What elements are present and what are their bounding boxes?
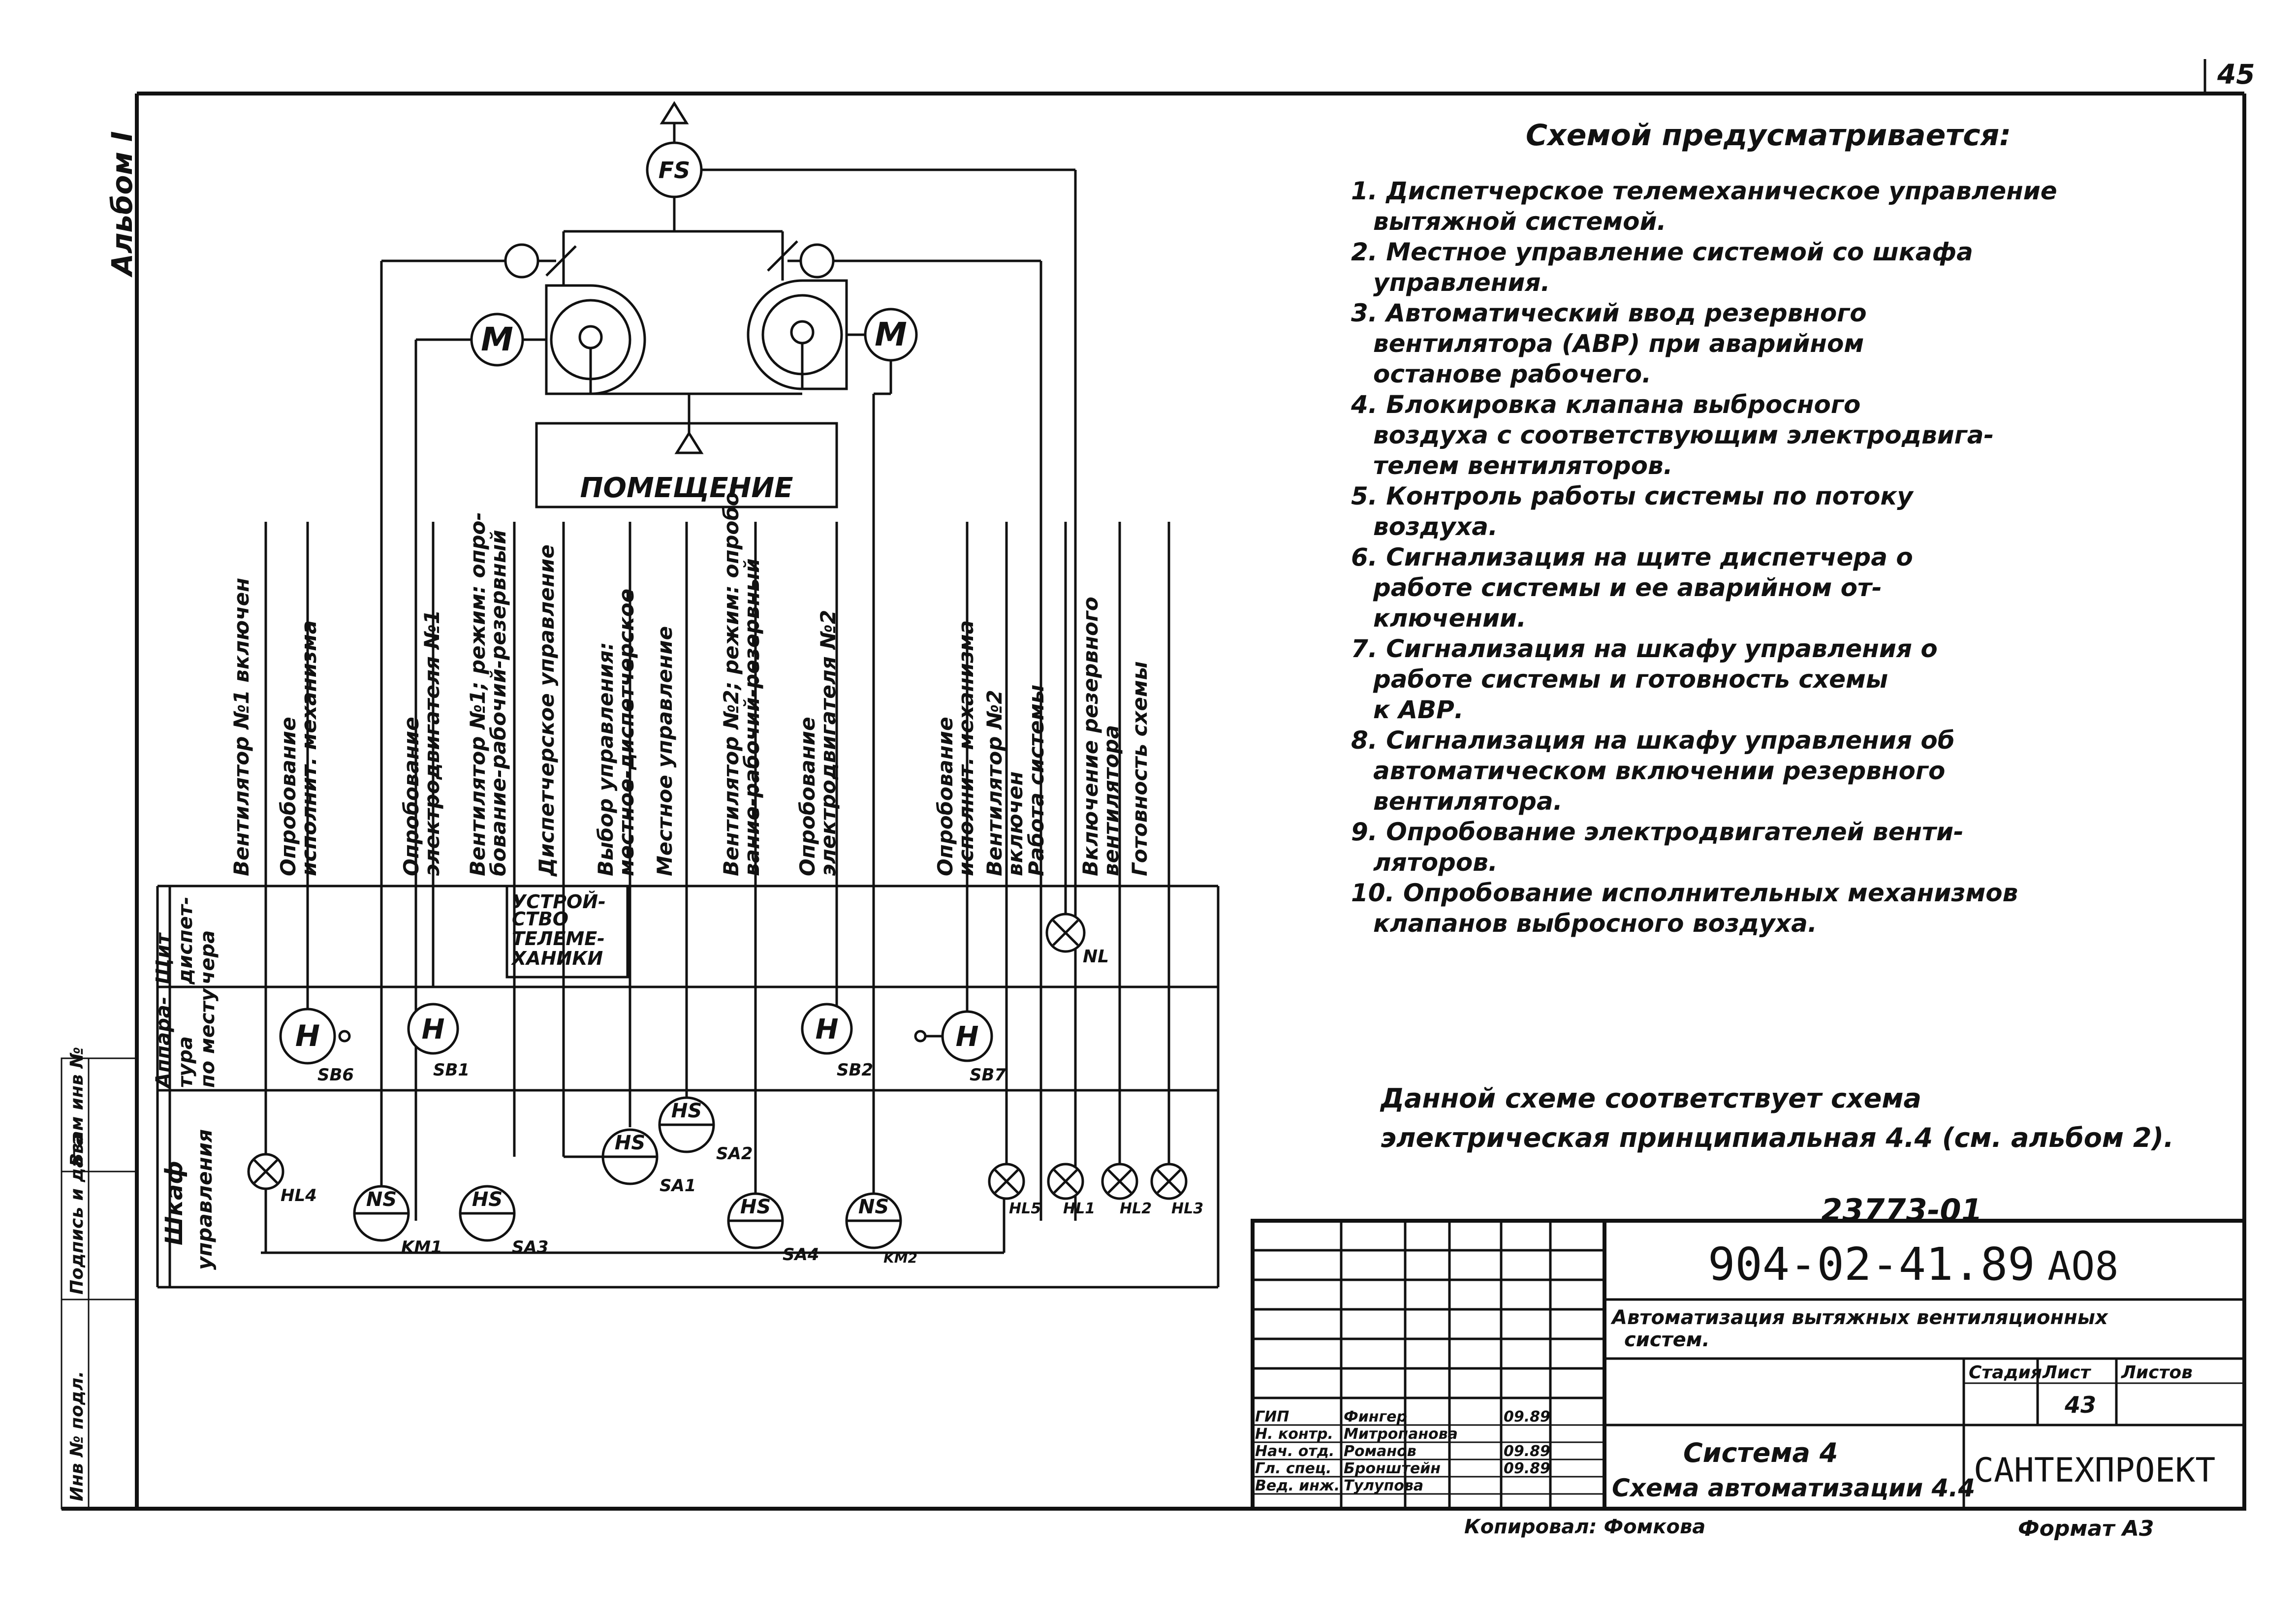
column-text-4-1: Вентилятор №1; режим: опро- <box>466 512 490 876</box>
local-pushbuttons <box>281 1004 1006 1085</box>
motor-right-label: M <box>875 316 907 353</box>
column-text-2-2: исполнит. механизма <box>297 620 321 876</box>
row-cabinet-2: управления <box>192 1129 217 1270</box>
drawing-title-2: Схема автоматизации 4.4 <box>1612 1474 1976 1502</box>
column-text-2-1: Опробование <box>276 717 300 876</box>
column-text-14-1: Готовность схемы <box>1128 661 1152 876</box>
column-text-3-1: Опробование <box>399 717 423 876</box>
note-2-line-2: управления. <box>1373 268 1550 297</box>
column-text-11-2: включен <box>1003 771 1027 876</box>
signer-role-2: Н. контр. <box>1255 1426 1333 1443</box>
stamp-inv-original: Инв № подл. <box>67 1371 87 1501</box>
left-stamp-column <box>62 1047 137 1509</box>
note-2-line-1: 2. Местное управление системой со шкафа <box>1351 238 1973 266</box>
column-text-9-1: Опробование <box>795 717 819 876</box>
row-local-3: по месту <box>196 988 219 1088</box>
sheet-number: 43 <box>2065 1392 2097 1418</box>
signer-date-1: 09.89 <box>1504 1408 1550 1426</box>
damper-actuator-left <box>505 245 538 277</box>
col-sheets: Листов <box>2121 1363 2193 1383</box>
column-text-8-1: Вентилятор №2; режим: опробо- <box>719 483 743 876</box>
row-dispatch-3: чера <box>196 930 219 984</box>
note-8-line-1: 8. Сигнализация на шкафу управления об <box>1351 726 1955 755</box>
telemech-1: УСТРОЙ- <box>512 891 606 913</box>
svg-text:SB6: SB6 <box>317 1065 354 1085</box>
row-cabinet-1: Шкаф <box>160 1161 188 1245</box>
project-title-1: Автоматизация вытяжных вентиляционных <box>1612 1306 2108 1329</box>
note-5-line-1: 5. Контроль работы системы по потоку <box>1351 482 1913 510</box>
row-local-1: Аппара- <box>152 996 175 1088</box>
column-text-4-2: бование-рабочий-резервный <box>486 530 510 876</box>
svg-text:HL5: HL5 <box>1009 1200 1041 1217</box>
svg-text:NS: NS <box>366 1188 397 1211</box>
signer-date-3: 09.89 <box>1504 1443 1550 1460</box>
page-number: 45 <box>2217 59 2255 90</box>
signer-name-1: Фингер <box>1344 1408 1407 1426</box>
room-label: ПОМЕЩЕНИЕ <box>580 472 793 504</box>
signer-role-1: ГИП <box>1255 1408 1290 1426</box>
note-7-line-2: работе системы и готовность схемы <box>1373 665 1888 694</box>
column-text-6-2: местное-диспетчерское <box>614 588 638 876</box>
note-8-line-2: автоматическом включении резервного <box>1373 757 1946 785</box>
telemech-4: ХАНИКИ <box>512 948 603 969</box>
note-3-line-2: вентилятора (АВР) при аварийном <box>1373 329 1864 358</box>
svg-text:SB7: SB7 <box>970 1065 1006 1085</box>
svg-text:HS: HS <box>740 1196 771 1218</box>
signer-name-4: Бронштейн <box>1344 1460 1441 1477</box>
note-8-line-3: вентилятора. <box>1373 787 1563 816</box>
stamp-signature-date: Подпись и дата <box>67 1134 87 1295</box>
album-label: Альбом I <box>105 131 139 276</box>
note-9-line-1: 9. Опробование электродвигателей венти- <box>1351 818 1964 846</box>
note-5-line-2: воздуха. <box>1373 512 1498 541</box>
note-6-line-2: работе системы и ее аварийном от- <box>1373 573 1882 602</box>
note-1-line-2: вытяжной системой. <box>1373 207 1667 236</box>
damper-actuator-right <box>801 245 833 277</box>
note-3-line-1: 3. Автоматический ввод резервного <box>1351 299 1867 327</box>
signer-date-4: 09.89 <box>1504 1460 1550 1477</box>
svg-text:HS: HS <box>671 1100 702 1122</box>
column-text-6-1: Выбор управления: <box>594 642 618 876</box>
svg-text:HS: HS <box>472 1188 503 1211</box>
note-4-line-1: 4. Блокировка клапана выбросного <box>1351 390 1861 419</box>
note-7-line-3: к АВР. <box>1373 696 1464 724</box>
note-6-line-3: ключении. <box>1373 604 1527 633</box>
signer-role-5: Вед. инж. <box>1255 1477 1340 1494</box>
svg-text:H: H <box>815 1014 839 1046</box>
svg-text:HL4: HL4 <box>281 1186 317 1205</box>
copied-by: Копировал: Фомкова <box>1464 1516 1706 1538</box>
svg-text:HL2: HL2 <box>1120 1200 1152 1217</box>
signer-name-3: Романов <box>1344 1443 1416 1460</box>
lamp-hl2 <box>1102 1164 1152 1217</box>
column-text-10-2: исполнит. механизма <box>954 620 978 876</box>
svg-text:HL3: HL3 <box>1171 1200 1204 1217</box>
note-9-line-2: ляторов. <box>1373 848 1498 877</box>
note-3-line-3: останове рабочего. <box>1373 360 1652 388</box>
svg-text:HL1: HL1 <box>1063 1200 1096 1217</box>
note-10-line-2: клапанов выбросного воздуха. <box>1373 909 1817 938</box>
lamp-hl1 <box>1048 1164 1095 1217</box>
col-stage: Стадия <box>1969 1363 2042 1383</box>
svg-text:H: H <box>421 1014 445 1046</box>
org-name: САНТЕХПРОЕКТ <box>1974 1451 2216 1490</box>
row-dispatch-2: диспет- <box>174 896 197 984</box>
note-7-line-1: 7. Сигнализация на шкафу управления о <box>1351 634 1938 663</box>
col-sheet: Лист <box>2043 1363 2091 1383</box>
telemech-3: ТЕЛЕМЕ- <box>512 928 605 950</box>
svg-text:SA4: SA4 <box>783 1245 819 1265</box>
note-10-line-1: 10. Опробование исполнительных механизмов <box>1351 879 2018 907</box>
row-dispatch-1: Щит <box>152 933 175 984</box>
svg-text:SB2: SB2 <box>837 1060 874 1080</box>
notes-title: Схемой предусматривается: <box>1526 118 2012 153</box>
row-local-2: тура <box>174 1036 197 1088</box>
notes-block <box>1351 118 2174 1153</box>
svg-text:SA2: SA2 <box>716 1144 753 1164</box>
note-4-line-3: телем вентиляторов. <box>1373 451 1673 480</box>
sheet-code: АО8 <box>2047 1243 2119 1289</box>
lamp-hl4 <box>249 1154 317 1205</box>
lamp-nl <box>1047 914 1109 967</box>
column-text-11-1: Вентилятор №2 <box>982 690 1006 876</box>
exhaust-outlet-icon <box>662 103 687 123</box>
row-labels <box>152 896 219 1270</box>
svg-text:SB1: SB1 <box>433 1060 470 1080</box>
column-text-1-1: Вентилятор №1 включен <box>229 577 253 876</box>
column-text-3-2: электродвигателя №1 <box>420 609 444 876</box>
column-descriptions <box>229 483 1152 877</box>
column-text-12-1: Работа системы <box>1024 685 1048 876</box>
svg-text:KM1: KM1 <box>401 1237 442 1257</box>
project-title-2: систем. <box>1624 1329 1710 1351</box>
notes-footer-1: Данной схеме соответствует схема <box>1381 1083 1921 1114</box>
svg-text:HS: HS <box>614 1132 646 1154</box>
svg-text:H: H <box>295 1019 320 1053</box>
svg-text:H: H <box>955 1021 979 1053</box>
drawing-title-1: Система 4 <box>1683 1437 1838 1468</box>
column-text-10-1: Опробование <box>933 717 957 876</box>
cabinet-devices <box>354 1098 917 1266</box>
svg-text:NL: NL <box>1083 947 1109 967</box>
svg-text:SA3: SA3 <box>512 1237 549 1257</box>
telemech-2: СТВО <box>512 908 569 930</box>
notes-footer-2: электрическая принципиальная 4.4 (см. альбом 2). <box>1381 1122 2174 1153</box>
column-text-7-1: Местное управление <box>653 626 677 876</box>
note-6-line-1: 6. Сигнализация на щите диспетчера о <box>1351 543 1913 571</box>
motor-left-label: M <box>481 320 513 358</box>
column-text-5-1: Диспетчерское управление <box>535 544 559 876</box>
fs-label: FS <box>658 157 691 184</box>
signer-role-4: Гл. спец. <box>1255 1460 1332 1477</box>
lamp-hl5 <box>989 1164 1041 1217</box>
format-label: Формат А3 <box>2018 1516 2154 1541</box>
signer-name-2: Митропанова <box>1344 1426 1458 1443</box>
svg-text:NS: NS <box>858 1196 889 1218</box>
svg-text:KM2: KM2 <box>883 1250 918 1266</box>
title-block <box>1253 1221 2244 1509</box>
doc-code: 904-02-41.89 <box>1708 1238 2035 1291</box>
svg-text:SA1: SA1 <box>660 1176 696 1196</box>
column-text-13-2: вентилятора <box>1099 725 1123 876</box>
archive-number: 23773-01 <box>1821 1192 1982 1228</box>
signer-role-3: Нач. отд. <box>1255 1443 1335 1460</box>
note-4-line-2: воздуха с соответствующим электродвига- <box>1373 421 1994 449</box>
note-1-line-1: 1. Диспетчерское телемеханическое управление <box>1351 177 2057 205</box>
column-text-8-2: вание-рабочий-резервный <box>740 558 764 876</box>
signer-name-5: Тулупова <box>1344 1477 1424 1494</box>
telemechanics-box <box>507 886 628 977</box>
lamp-hl3 <box>1152 1164 1203 1217</box>
column-text-9-2: электродвигателя №2 <box>816 609 840 876</box>
stamp-replace-inv: Взам инв № <box>67 1046 87 1167</box>
column-text-13-1: Включение резервного <box>1078 597 1102 876</box>
